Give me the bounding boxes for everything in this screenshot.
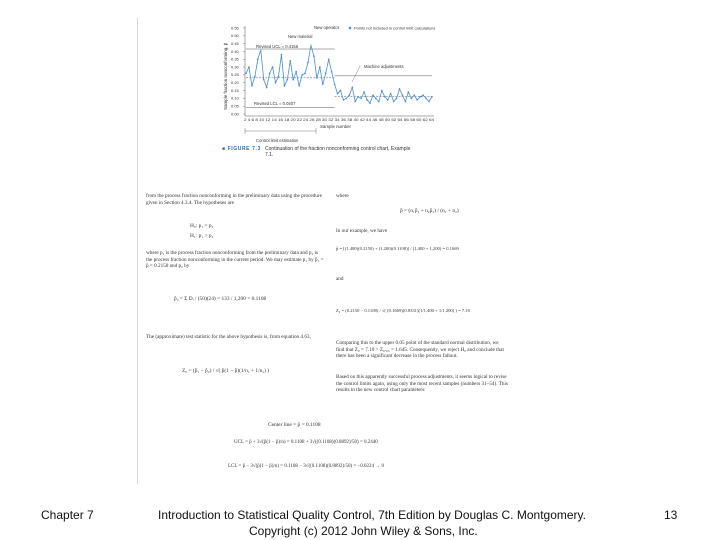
data-point	[313, 55, 314, 56]
series-line	[246, 45, 432, 103]
lcl-equation: LCL = p̄ − 3√(p̄(1 − p̄)/n) = 0.1108 − 3√((0.1108)(0.8892)/50) = −0.0224 → 0	[228, 464, 385, 469]
right-paragraph-5: Based on this apparently successful process adjustments, it seems logical to revise the control limits again, using only the most recent samples (numbers 31–54). This results in the new control chart parameters:	[336, 374, 508, 394]
y-tick-label: 0.25	[231, 72, 239, 78]
data-point	[304, 73, 305, 74]
data-point	[346, 98, 347, 99]
data-point	[393, 101, 394, 102]
data-point	[360, 98, 361, 99]
left-paragraph-1: from the process fraction nonconforming in the preliminary data using the procedure given in Section 4.3.4. The hypotheses are	[146, 193, 322, 206]
data-point	[411, 98, 412, 99]
y-tick-label: 0.35	[231, 56, 239, 62]
data-point	[343, 99, 344, 100]
y-tick-label: 0.30	[231, 64, 239, 70]
chart-x-axis-label: Sample number	[320, 124, 351, 129]
data-point	[266, 87, 267, 88]
data-point	[301, 74, 302, 75]
right-where: where	[336, 193, 349, 199]
data-point	[387, 99, 388, 100]
left-paragraph-3: The (approximate) test statistic for the above hypothesis is, from equation 4.63,	[146, 334, 311, 340]
data-point	[425, 98, 426, 99]
y-tick-label: 0.20	[231, 80, 239, 86]
hypothesis-h0: H₀: p₁ = p₂	[190, 223, 214, 229]
machine-adjust-pointer	[352, 66, 360, 82]
data-point	[295, 71, 296, 72]
data-point	[375, 98, 376, 99]
data-point	[325, 73, 326, 74]
data-point	[290, 60, 291, 61]
y-tick-label: 0.40	[231, 48, 239, 54]
data-point	[263, 79, 264, 80]
data-point	[310, 45, 311, 46]
y-tick-label: 0.00	[231, 111, 239, 117]
data-point	[419, 96, 420, 97]
z0-value-equation: Z₀ = (0.2150 − 0.1108) / √( (0.1669)(0.8331)(1/1,400 + 1/1,200) ) = 7.10	[336, 308, 470, 313]
data-point	[366, 99, 367, 100]
data-point	[245, 73, 246, 74]
data-point	[284, 85, 285, 86]
data-point	[349, 95, 350, 96]
legend-label: Points not included in control limit calculations	[354, 25, 436, 31]
y-tick-label: 0.15	[231, 87, 239, 93]
textbook-page	[138, 18, 516, 484]
pooled-phat-equation: p̂ = (n₁p̂₁ + n₂p̂₂) / (n₁ + n₂)	[400, 208, 459, 214]
data-point	[278, 76, 279, 77]
data-point	[378, 101, 379, 102]
y-tick-label: 0.45	[231, 40, 239, 46]
annotation-revised-lcl: Revised LCL = 0.0407	[254, 101, 296, 106]
legend-marker-icon	[349, 27, 352, 30]
data-point	[331, 71, 332, 72]
footer-citation-line2: Copyright (c) 2012 John Wiley & Sons, Inc.	[249, 524, 478, 538]
data-point	[384, 96, 385, 97]
ucl-equation: UCL = p̄ + 3√(p̄(1 − p̄)/n) = 0.1108 + 3√((0.1108)(0.8892)/50) = 0.2440	[234, 440, 378, 445]
left-paragraph-2: where p₁ is the process fraction nonconforming from the preliminary data and p₂ is the process fraction nonconforming in the current period. We may estimate p₁ by p̂₁ = p̄ = 0.2150 and p₂ by	[146, 250, 324, 270]
data-point	[334, 84, 335, 85]
data-point	[251, 85, 252, 86]
p2-estimate-equation: p̂₂ = Σ Dᵢ / (50)(24) = 133 / 1,200 = 0.1108	[174, 296, 267, 302]
data-point	[328, 59, 329, 60]
data-point	[405, 101, 406, 102]
center-line-equation: Center line = p̄ = 0.1108	[268, 422, 321, 428]
figure-caption	[222, 146, 415, 158]
data-point	[363, 91, 364, 92]
z0-equation: Z₀ = (p̂₁ − p̂₂) / √( p̂(1 − p̂)(1/n₁ + 1/n₂) )	[182, 368, 270, 374]
data-point	[414, 95, 415, 96]
data-point	[340, 90, 341, 91]
y-tick-label: 0.50	[231, 33, 239, 39]
y-tick-label: 0.10	[231, 95, 239, 101]
y-tick-label: 0.55	[231, 25, 239, 31]
data-point	[417, 99, 418, 100]
data-point	[381, 90, 382, 91]
chart-y-axis-label: Sample fraction nonconforming, p̂	[223, 42, 228, 110]
data-point	[257, 59, 258, 60]
data-point	[269, 73, 270, 74]
series-points	[245, 45, 432, 104]
data-point	[322, 84, 323, 85]
data-point	[298, 85, 299, 86]
control-chart	[138, 18, 516, 146]
figure-caption-text: Continuation of the fraction nonconforming control chart, Example 7.1.	[265, 146, 411, 158]
data-point	[337, 93, 338, 94]
data-point	[422, 95, 423, 96]
data-point	[431, 96, 432, 97]
hypothesis-h1: H₁: p₁ > p₂	[190, 233, 214, 239]
right-and: and	[336, 276, 344, 282]
y-tick-label: 0.05	[231, 103, 239, 109]
annotation-machine-adjustments: Machine adjustments	[364, 64, 404, 69]
pooled-phat-value: p̂ = [(1,400)(0.2150) + (1,200)(0.1108)] / (1,400 + 1,200) = 0.1669	[336, 246, 459, 251]
data-point	[357, 96, 358, 97]
data-point	[399, 88, 400, 89]
data-point	[408, 91, 409, 92]
data-point	[355, 101, 356, 102]
right-paragraph-4: Comparing this to the upper 0.05 point of the standard normal distribution, we find that Z₀ = 7.10 > Z₀.₀₅ = 1.645. Consequently, we reject H₀ and conclude that there has been a significant decrease in the process fallout.	[336, 340, 504, 360]
annotation-control-limit-estimation: Control limit estimation	[256, 138, 299, 143]
data-point	[287, 79, 288, 80]
data-point	[428, 101, 429, 102]
data-point	[396, 98, 397, 99]
chart-y-ticks	[231, 25, 245, 116]
data-point	[260, 49, 261, 50]
data-point	[316, 77, 317, 78]
data-point	[281, 54, 282, 55]
data-point	[272, 66, 273, 67]
data-point	[402, 95, 403, 96]
data-point	[352, 87, 353, 88]
footer-page-number: 13	[664, 508, 678, 522]
data-point	[369, 102, 370, 103]
footer-chapter: Chapter 7	[41, 508, 94, 522]
right-example-text: In our example, we have	[336, 228, 388, 234]
annotation-new-operator: New operator	[314, 25, 340, 30]
x-tick-labels: 2 4 6 8 10 12 14 16 18 20 22 24 26 28 30 32 34 36 38 40 42 44 46 48 50 52 54 56 58 60 62 64	[244, 118, 434, 122]
figure-label: ■ FIGURE 7.3	[222, 146, 261, 152]
data-point	[293, 79, 294, 80]
annotation-revised-ucl: Revised UCL = 0.4156	[256, 44, 299, 49]
data-point	[372, 95, 373, 96]
data-point	[275, 82, 276, 83]
annotation-new-material: New material	[288, 34, 313, 39]
data-point	[307, 62, 308, 63]
data-point	[254, 76, 255, 77]
data-point	[390, 93, 391, 94]
data-point	[248, 66, 249, 67]
footer-citation-line1: Introduction to Statistical Quality Control, 7th Edition by Douglas C. Montgomery.	[158, 508, 586, 522]
data-point	[319, 66, 320, 67]
